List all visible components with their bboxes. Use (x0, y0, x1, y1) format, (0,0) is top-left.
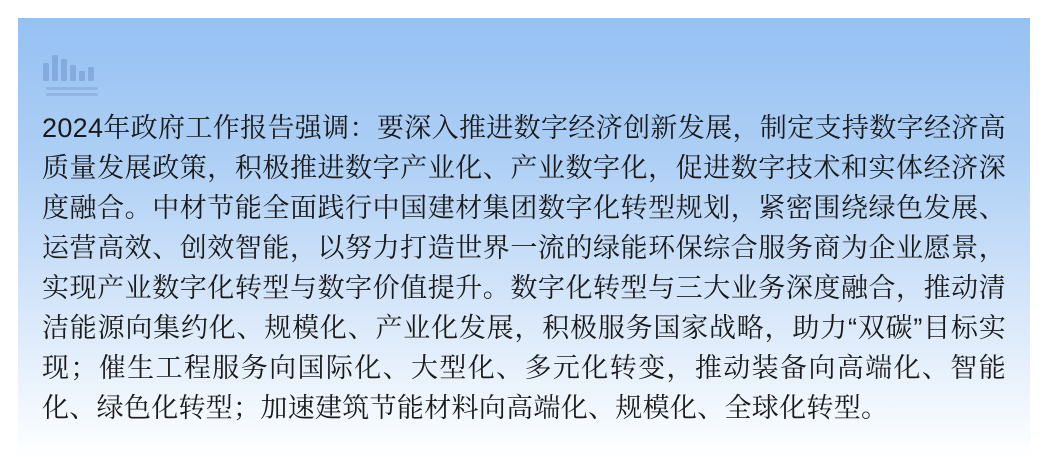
bar-chart-icon-underline-2 (46, 93, 98, 96)
body-text: 2024年政府工作报告强调：要深入推进数字经济创新发展，制定支持数字经济高质量发展政策，积极推进数字产业化、产业数字化，促进数字技术和实体经济深度融合。中材节能全面践行中国建材集团数字化转型规划，紧密围绕绿色发展、运营高效、创效智能，以努力打造世界一流的绿能环保综合服务商为企业愿景，实现产业数字化转型与数字价值提升。数字化转型与三大业务深度融合，推动清洁能源向集约化、规模化、产业化发展，积极服务国家战略，助力“双碳”目标实现；催生工程服务向国际化、大型化、多元化转变，推动装备向高端化、智能化、绿色化转型；加速建筑节能材料向高端化、规模化、全球化转型。 (42, 113, 1006, 423)
bar-chart-icon-bar (70, 65, 76, 81)
bar-chart-icon-bar (88, 67, 94, 81)
content-panel (18, 18, 1030, 457)
bar-chart-icon-bars (43, 54, 103, 81)
bar-chart-icon-bar (52, 55, 58, 81)
bar-chart-icon (43, 54, 103, 96)
bar-chart-icon-bar (61, 59, 67, 81)
bar-chart-icon-underline-1 (46, 87, 98, 90)
bar-chart-icon-bar (43, 63, 49, 81)
bar-chart-icon-bar (79, 71, 85, 81)
